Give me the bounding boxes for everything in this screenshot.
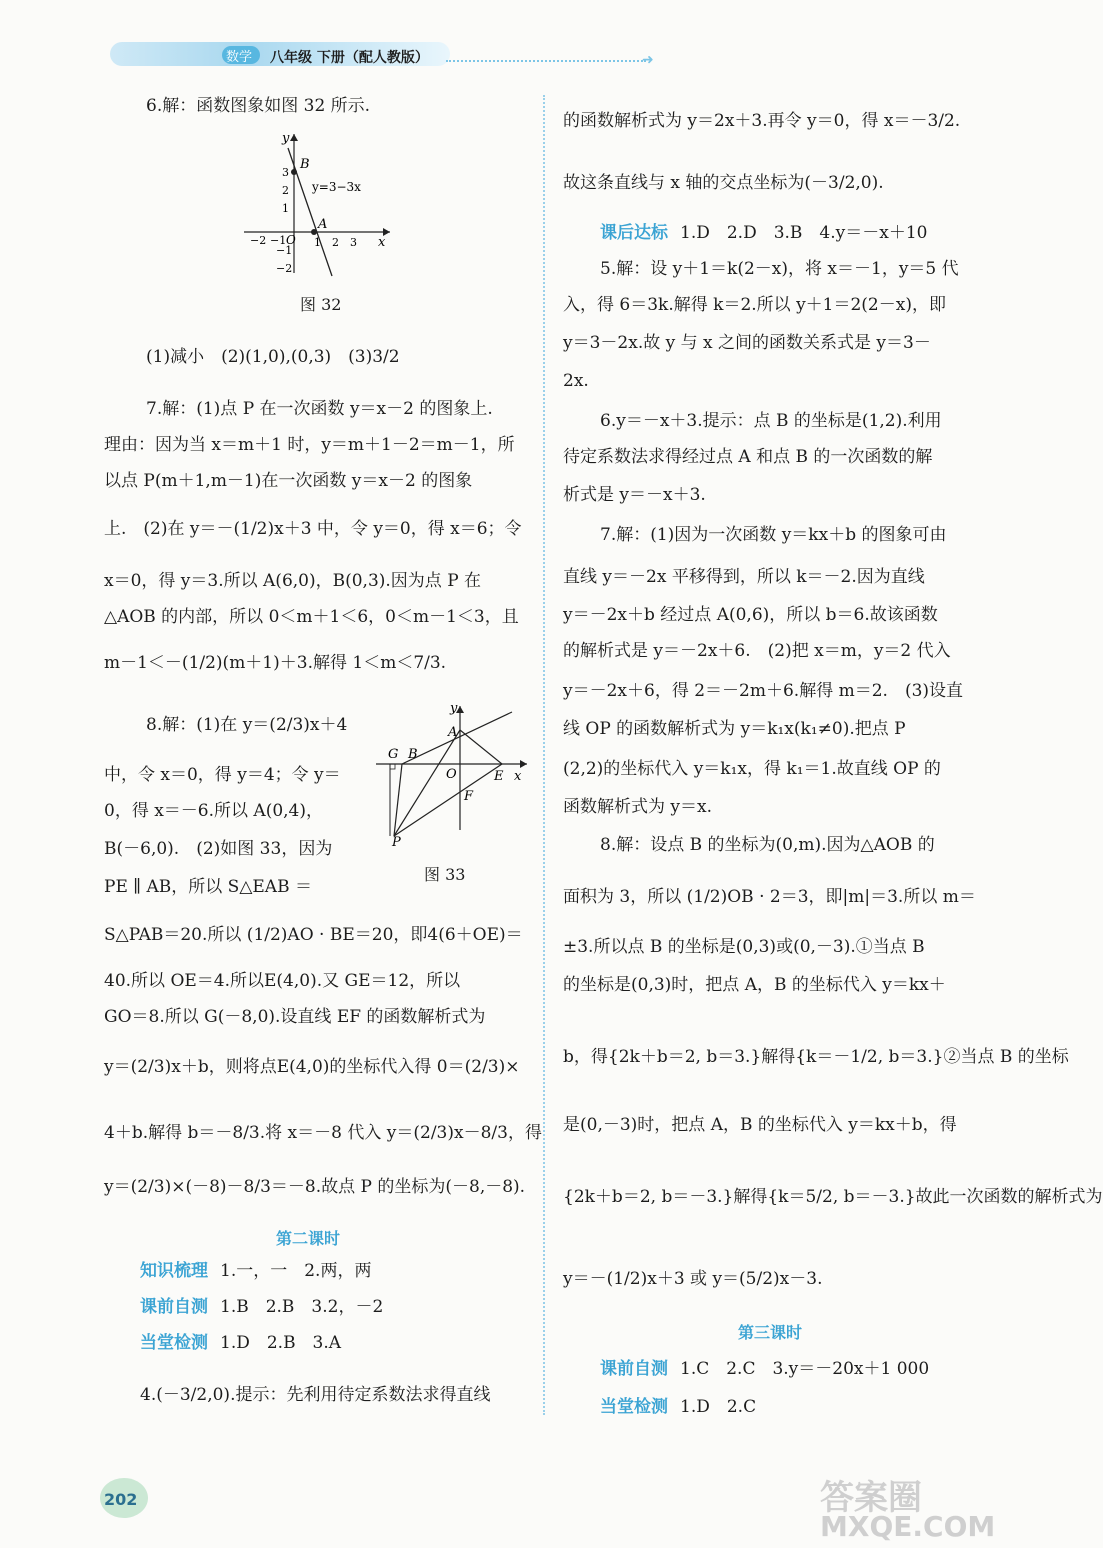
fig33-label: y bbox=[450, 701, 458, 716]
lesson2-row bbox=[140, 1332, 341, 1354]
q8-line: 8.解：(1)在 y＝(2/3)x＋4 bbox=[146, 715, 348, 735]
fig33-label: B bbox=[408, 747, 418, 762]
row-text: 1.D 2.C bbox=[680, 1397, 757, 1417]
q7-line: 以点 P(m＋1,m－1)在一次函数 y＝x－2 的图象 bbox=[104, 471, 473, 491]
fig33-label: x bbox=[514, 769, 522, 784]
q7-line: △AOB 的内部，所以 0＜m＋1＜6，0＜m－1＜3，且 bbox=[104, 607, 519, 627]
right-line: (2,2)的坐标代入 y＝k₁x，得 k₁＝1.故直线 OP 的 bbox=[563, 759, 941, 779]
q7-line: x＝0，得 y＝3.所以 A(6,0)，B(0,3).因为点 P 在 bbox=[104, 571, 482, 591]
right-line: y＝－2x＋b 经过点 A(0,6)，所以 b＝6.故该函数 bbox=[563, 605, 938, 625]
right-line: 待定系数法求得经过点 A 和点 B 的一次函数的解 bbox=[563, 447, 933, 467]
lesson3-row bbox=[600, 1396, 756, 1418]
header-dotted-line bbox=[446, 60, 646, 62]
lesson3-title: 第三课时 bbox=[738, 1323, 803, 1342]
fig33-label: F bbox=[464, 789, 474, 804]
row-label: 知识梳理 bbox=[140, 1261, 208, 1281]
fig33-label: G bbox=[388, 747, 399, 762]
fig33-label: A bbox=[448, 725, 458, 740]
page-number: 202 bbox=[104, 1490, 138, 1509]
figure-32 bbox=[240, 128, 400, 278]
q8-line: S△PAB＝20.所以 (1/2)AO · BE＝20，即4(6＋OE)＝ bbox=[104, 925, 523, 945]
row-label: 课后达标 bbox=[600, 223, 668, 243]
right-line: 8.解：设点 B 的坐标为(0,m).因为△AOB 的 bbox=[600, 835, 935, 855]
right-line: 析式是 y＝－x＋3. bbox=[563, 485, 706, 505]
fig32-tick-x: −2 bbox=[250, 234, 267, 247]
row-text: 1.C 2.C 3.y＝－20x＋1 000 bbox=[680, 1359, 930, 1379]
watermark-url: MXQE.COM bbox=[820, 1510, 996, 1543]
q8-line: 中，令 x＝0，得 y＝4；令 y＝ bbox=[104, 765, 341, 785]
q8-line: 0，得 x＝－6.所以 A(0,4)， bbox=[104, 801, 324, 821]
lesson2-row bbox=[140, 1260, 371, 1282]
lesson2-title: 第二课时 bbox=[276, 1229, 341, 1248]
q8-line: B(－6,0). (2)如图 33，因为 bbox=[104, 839, 333, 859]
row-text: 1.B 2.B 3.2，－2 bbox=[220, 1297, 384, 1317]
figure-33 bbox=[372, 700, 532, 850]
right-line: 直线 y＝－2x 平移得到，所以 k＝－2.因为直线 bbox=[563, 567, 925, 587]
fig32-curve-label: y=3−3x bbox=[312, 180, 361, 194]
right-row bbox=[600, 222, 927, 244]
right-line: ±3.所以点 B 的坐标是(0,3)或(0,－3).①当点 B bbox=[563, 937, 925, 957]
arrow-right-icon: ➜ bbox=[642, 52, 654, 68]
fig32-y-axis: y bbox=[282, 131, 290, 146]
fig32-x-axis: x bbox=[378, 235, 386, 250]
right-line: 函数解析式为 y＝x. bbox=[563, 797, 712, 817]
fig32-tick-y: −2 bbox=[276, 262, 293, 275]
row-text: 1.一，一 2.两，两 bbox=[220, 1261, 372, 1281]
q7-line: 7.解：(1)点 P 在一次函数 y＝x－2 的图象上. bbox=[146, 399, 493, 419]
q8-line: y＝(2/3)x＋b，则将点E(4,0)的坐标代入得 0＝(2/3)× bbox=[104, 1057, 520, 1077]
right-line: 2x. bbox=[563, 371, 589, 391]
fig33-caption: 图 33 bbox=[424, 865, 466, 884]
row-label: 当堂检测 bbox=[140, 1333, 208, 1353]
fig32-tick-y: 2 bbox=[282, 184, 289, 197]
q6-answers: (1)减小 (2)(1,0),(0,3) (3)3/2 bbox=[146, 347, 400, 367]
fig32-tick-y: −1 bbox=[276, 244, 293, 257]
right-line: 7.解：(1)因为一次函数 y＝kx＋b 的图象可由 bbox=[600, 525, 947, 545]
q7-line: 理由：因为当 x＝m＋1 时，y＝m＋1－2＝m－1，所 bbox=[104, 435, 515, 455]
row-text: 1.D 2.D 3.B 4.y＝－x＋10 bbox=[680, 223, 928, 243]
q7-line: 上. (2)在 y＝－(1/2)x＋3 中，令 y＝0，得 x＝6；令 bbox=[104, 519, 522, 539]
q8-line: 40.所以 OE＝4.所以E(4,0).又 GE＝12，所以 bbox=[104, 971, 461, 991]
fig33-label: O bbox=[446, 767, 457, 782]
header-subject: 数学 bbox=[226, 50, 253, 65]
right-line: 的函数解析式为 y＝2x＋3.再令 y＝0，得 x＝－3/2. bbox=[563, 111, 961, 131]
right-line: 6.y＝－x＋3.提示：点 B 的坐标是(1,2).利用 bbox=[600, 411, 942, 431]
fig33-label: E bbox=[494, 769, 504, 784]
q8-line: PE ∥ AB，所以 S△EAB ＝ bbox=[104, 877, 312, 897]
fig32-tick-y: 1 bbox=[282, 202, 289, 215]
q8-line: y＝(2/3)×(－8)－8/3＝－8.故点 P 的坐标为(－8,－8). bbox=[104, 1177, 526, 1197]
fig32-tick-y: 3 bbox=[282, 166, 289, 179]
lesson3-row bbox=[600, 1358, 929, 1380]
q7-line: m－1＜－(1/2)(m＋1)＋3.解得 1＜m＜7/3. bbox=[104, 653, 447, 673]
column-divider bbox=[543, 95, 545, 1415]
right-line: 入，得 6＝3k.解得 k＝2.所以 y＋1＝2(2－x)，即 bbox=[563, 295, 946, 315]
fig32-point-a: A bbox=[318, 217, 328, 232]
right-line: 故这条直线与 x 轴的交点坐标为(－3/2,0). bbox=[563, 173, 884, 193]
fig32-tick-x: 3 bbox=[350, 236, 357, 249]
fig32-tick-x: −1 bbox=[270, 234, 287, 247]
right-line: y＝－(1/2)x＋3 或 y＝(5/2)x－3. bbox=[563, 1269, 823, 1289]
fig32-caption: 图 32 bbox=[300, 295, 342, 314]
lesson2-row bbox=[140, 1296, 383, 1318]
lesson2-q4: 4.(－3/2,0).提示：先利用待定系数法求得直线 bbox=[140, 1385, 491, 1405]
right-line: 的解析式是 y＝－2x＋6. (2)把 x＝m，y＝2 代入 bbox=[563, 641, 951, 661]
header-title: 八年级 下册（配人教版） bbox=[270, 50, 429, 66]
q8-line: 4＋b.解得 b＝－8/3.将 x＝－8 代入 y＝(2/3)x－8/3，得 bbox=[104, 1123, 542, 1143]
right-line: b，得{2k＋b＝2, b＝3.}解得{k＝－1/2, b＝3.}②当点 B 的坐标 bbox=[563, 1047, 1069, 1067]
row-label: 当堂检测 bbox=[600, 1397, 668, 1417]
right-line: 的坐标是(0,3)时，把点 A，B 的坐标代入 y＝kx＋ bbox=[563, 975, 946, 995]
fig33-label: P bbox=[392, 835, 401, 850]
right-line: 是(0,－3)时，把点 A，B 的坐标代入 y＝kx＋b，得 bbox=[563, 1115, 957, 1135]
fig32-point-b: B bbox=[300, 157, 310, 172]
right-line: y＝3－2x.故 y 与 x 之间的函数关系式是 y＝3－ bbox=[563, 333, 931, 353]
q6-intro: 6.解：函数图象如图 32 所示. bbox=[146, 96, 371, 116]
right-line: {2k＋b＝2, b＝－3.}解得{k＝5/2, b＝－3.}故此一次函数的解析式为 bbox=[563, 1187, 1103, 1207]
fig32-tick-x: 1 bbox=[314, 236, 321, 249]
q8-line: GO＝8.所以 G(－8,0).设直线 EF 的函数解析式为 bbox=[104, 1007, 486, 1027]
watermark-logo: 答案圈 bbox=[820, 1478, 922, 1518]
row-text: 1.D 2.B 3.A bbox=[220, 1333, 342, 1353]
fig32-origin: O bbox=[286, 233, 296, 247]
right-line: 面积为 3，所以 (1/2)OB · 2＝3，即|m|＝3.所以 m＝ bbox=[563, 887, 976, 907]
right-line: 线 OP 的函数解析式为 y＝k₁x(k₁≠0).把点 P bbox=[563, 719, 906, 739]
fig32-tick-x: 2 bbox=[332, 236, 339, 249]
right-line: 5.解：设 y＋1＝k(2－x)，将 x＝－1，y＝5 代 bbox=[600, 259, 959, 279]
row-label: 课前自测 bbox=[600, 1359, 668, 1379]
right-line: y＝－2x＋6，得 2＝－2m＋6.解得 m＝2. (3)设直 bbox=[563, 681, 964, 701]
row-label: 课前自测 bbox=[140, 1297, 208, 1317]
